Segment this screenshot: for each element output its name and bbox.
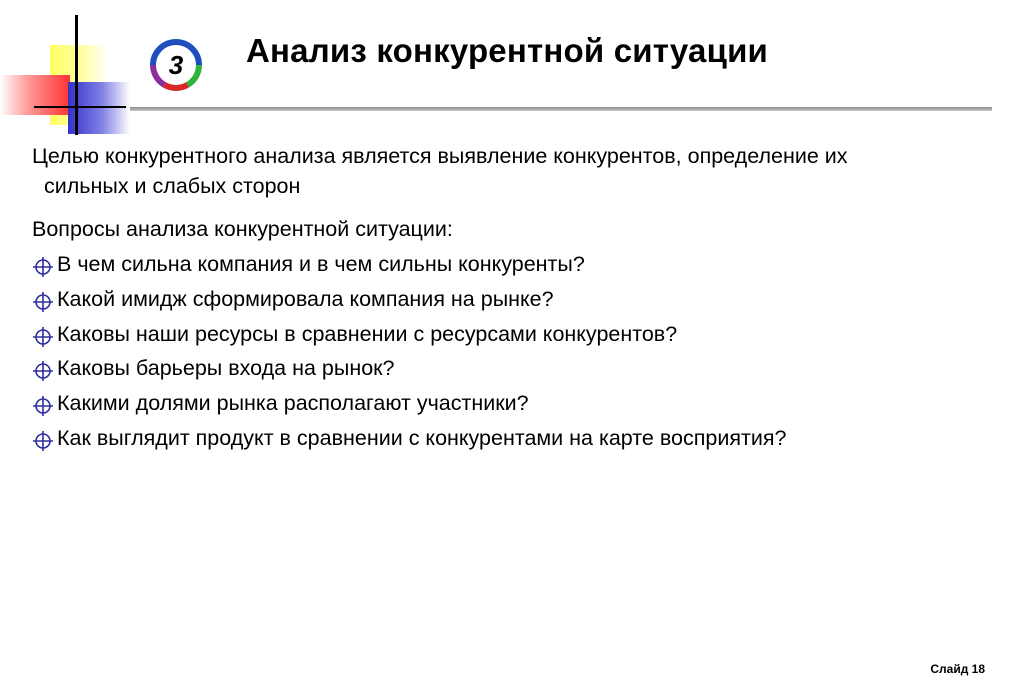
list-item [32,356,786,391]
list-item [32,426,786,461]
list-item [32,391,786,426]
crosshair-icon [32,326,54,348]
crosshair-icon [32,395,54,417]
page-title: Анализ конкурентной ситуации [246,32,769,69]
question-text: В чем сильна компания и в чем сильны конкуренты? [57,252,585,276]
question-text: Какими долями рынка располагают участники? [57,391,529,416]
crosshair-icon [32,430,54,452]
questions-heading: Вопросы анализа конкурентной ситуации: [32,217,453,241]
questions-list [32,252,786,461]
title-underline [130,107,992,111]
question-text: Как выглядит продукт в сравнении с конкурентами на карте восприятия? [57,425,787,450]
question-text: Каковы барьеры входа на рынок? [57,356,395,381]
decor-vertical-line [75,15,78,135]
intro-line-1: Целью конкурентного анализа является выявление конкурентов, определение их [32,144,848,168]
badge-number: 3 [168,50,184,80]
crosshair-icon [32,360,54,382]
intro-paragraph [32,141,992,201]
list-item [32,252,786,287]
crosshair-icon [32,291,54,313]
question-text: Каковы наши ресурсы в сравнении с ресурсами конкурентов? [57,321,678,346]
list-item [32,322,786,357]
decor-horizontal-line [34,106,126,108]
slide-number: Слайд 18 [930,662,985,676]
crosshair-icon [32,256,54,278]
question-text: Какой имидж сформировала компания на рынке? [57,286,554,311]
number-badge [149,38,203,92]
list-item [32,287,786,322]
intro-line-2: сильных и слабых сторон [44,174,301,198]
decor-red-block [0,75,70,115]
badge-ring-icon [149,38,203,92]
